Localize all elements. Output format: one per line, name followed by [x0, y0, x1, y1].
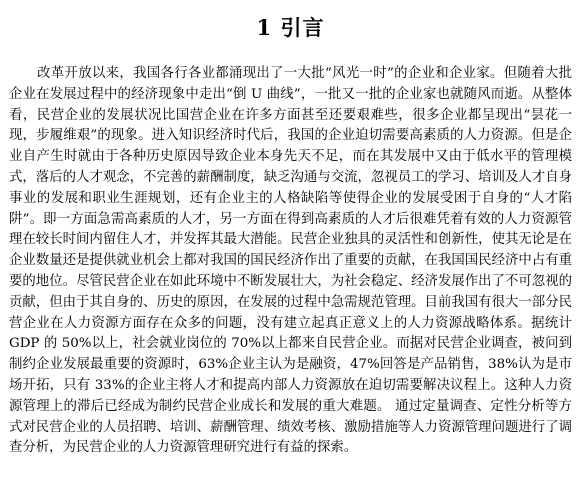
section-heading: 1 引言: [256, 15, 325, 40]
body-paragraph: 改革开放以来，我国各行各业都涌现出了一大批“风光一时”的企业和企业家。但随着大批企业在发展过程中的经济现象中走出“倒 U 曲线”，一批又一批的企业家也就随风而逝。从整体看，民营企业的发展状况比国营企业在许多方面甚至还要艰难些，很多企业都呈现出“昙花一现，步履维艰”的现象。进入知识经济时代后，我国的企业迫切需要高素质的人力资源。但是企业自产生时就由于各种历史原因导致企业本身先天不足，而在其发展中又由于低水平的管理模式，落后的人才观念，不完善的薪酬制度，缺乏沟通与交流，忽视员工的学习、培训及人才自身事业的发展和职业生涯规划，还有企业主的人格缺陷等使得企业的发展受困于自身的“人才陷阱”。即一方面急需高素质的人才，另一方面在得到高素质的人才后很难凭着有效的人力资源管理在较长时间内留住人才，并发挥其最大潜能。民营企业独具的灵活性和创新性，使其无论是在企业数量还是提供就业机会上都对我国的国民经济作出了重要的贡献，在我国国民经济中占有重要的地位。尽管民营企业在如此环境中不断发展壮大，为社会稳定、经济发展作出了不可忽视的贡献，但由于其自身的、历史的原因，在发展的过程中急需规范管理。目前我国有很大一部分民营企业在人力资源方面存在众多的问题，没有建立起真正意义上的人力资源战略体系。据统计 GDP 的 50%以上，社会就业岗位的 70%以上都来自民营企业。而据对民营企业调查，被问到制约企业发展最重要的资源时，63%企业主认为是融资，47%回答是产品销售，38%认为是市场开拓，只有 33%的企业主将人才和提高内部人力资源放在迫切需要解决议程上。这种人力资源管理上的滞后已经成为制约民营企业成长和发展的重大难题。 通过定量调查、定性分析等方式对民营企业的人员招聘、培训、薪酬管理、绩效考核、激励措施等人力资源管理问题进行了调查分析，为民营企业的人力资源管理研究进行有益的探索。: [9, 66, 572, 456]
